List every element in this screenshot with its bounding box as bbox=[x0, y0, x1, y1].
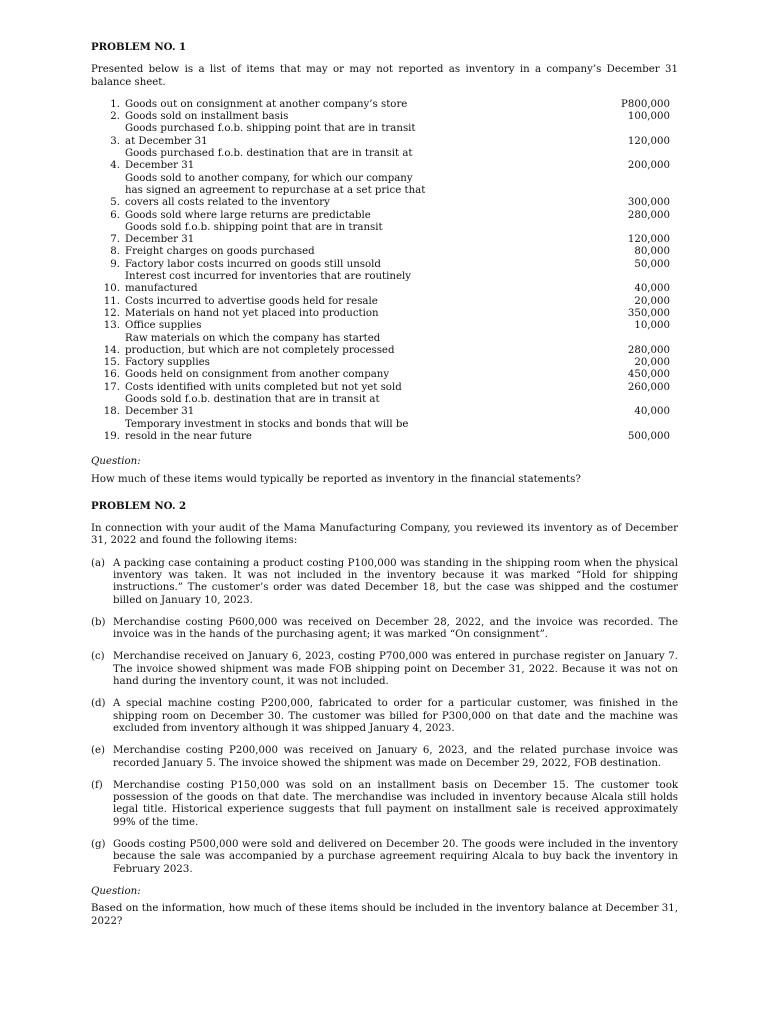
item-description-line: Goods sold to another company, for which our company bbox=[125, 172, 413, 184]
item-description bbox=[125, 320, 461, 332]
problem2-question-label: Question: bbox=[91, 885, 141, 897]
item-amount: 280,000 bbox=[627, 209, 670, 221]
item-description bbox=[125, 419, 461, 444]
item-amount: 50,000 bbox=[634, 258, 670, 270]
item-number: 17. bbox=[103, 381, 120, 393]
audit-item bbox=[91, 698, 678, 735]
problem2-question: Based on the information, how much of these items should be included in the inventory balance at December 31, 2022? bbox=[91, 903, 678, 927]
item-amount: 20,000 bbox=[634, 357, 670, 369]
item-description bbox=[125, 259, 461, 271]
item-description-line: manufactured bbox=[125, 283, 198, 295]
item-description bbox=[125, 123, 461, 148]
audit-item-letter: (c) bbox=[91, 651, 105, 663]
audit-item bbox=[91, 558, 678, 607]
audit-item-letter: (f) bbox=[91, 779, 103, 791]
item-description bbox=[125, 148, 461, 173]
problem1-intro: Presented below is a list of items that may or may not reported as inventory in a company’s December 31 balance sheet. bbox=[91, 64, 678, 88]
item-number: 12. bbox=[103, 307, 120, 319]
item-description-line: Freight charges on goods purchased bbox=[125, 246, 315, 258]
audit-item-letter: (b) bbox=[91, 616, 106, 628]
item-description bbox=[125, 357, 461, 369]
item-number: 8. bbox=[110, 246, 120, 258]
item-number: 18. bbox=[103, 406, 120, 418]
inventory-item bbox=[91, 382, 678, 394]
item-description bbox=[125, 210, 461, 222]
inventory-item bbox=[91, 173, 678, 210]
item-description-line: covers all costs related to the inventory bbox=[125, 197, 330, 209]
audit-item-text: Merchandise costing P150,000 was sold on an installment basis on December 15. The customer took possession of the goods on that date. The merchandise was included in inventory because Alcala still holds legal title. Historical experience suggests that full payment on installment sale is received approximately 99% of the time. bbox=[113, 779, 678, 828]
item-number: 5. bbox=[110, 197, 120, 209]
problem2-item-list bbox=[91, 558, 678, 876]
item-description-line: Goods sold f.o.b. destination that are in transit at bbox=[125, 394, 380, 406]
audit-item-letter: (d) bbox=[91, 698, 106, 710]
item-amount: 40,000 bbox=[634, 406, 670, 418]
item-description bbox=[125, 222, 461, 247]
item-description bbox=[125, 333, 461, 358]
item-description-line: December 31 bbox=[125, 406, 195, 418]
item-description-line: Costs incurred to advertise goods held for resale bbox=[125, 295, 378, 307]
inventory-item bbox=[91, 111, 678, 123]
item-description-line: Temporary investment in stocks and bonds that will be bbox=[125, 418, 409, 430]
item-description-line: Factory labor costs incurred on goods still unsold bbox=[125, 258, 381, 270]
item-description-line: Goods purchased f.o.b. destination that are in transit at bbox=[125, 148, 413, 160]
problem2-heading: PROBLEM NO. 2 bbox=[91, 499, 187, 512]
item-amount: 500,000 bbox=[627, 430, 670, 442]
item-description-line: Goods sold on installment basis bbox=[125, 111, 289, 123]
item-description bbox=[125, 382, 461, 394]
problem1-question-label: Question: bbox=[91, 456, 141, 468]
item-description-line: Raw materials on which the company has started bbox=[125, 332, 381, 344]
item-number: 9. bbox=[110, 258, 120, 270]
audit-item bbox=[91, 617, 678, 642]
inventory-item bbox=[91, 419, 678, 444]
item-description-line: Factory supplies bbox=[125, 357, 210, 369]
item-number: 4. bbox=[110, 160, 120, 172]
item-amount: 350,000 bbox=[627, 307, 670, 319]
item-amount: 300,000 bbox=[627, 197, 670, 209]
item-amount: 200,000 bbox=[627, 160, 670, 172]
item-number: 16. bbox=[103, 369, 120, 381]
item-number: 1. bbox=[110, 98, 120, 110]
item-description-line: Goods out on consignment at another company’s store bbox=[125, 98, 408, 110]
inventory-item bbox=[91, 296, 678, 308]
inventory-item bbox=[91, 259, 678, 271]
audit-item bbox=[91, 745, 678, 770]
audit-item-text: A special machine costing P200,000, fabricated to order for a particular customer, was finished in the shipping room on December 30. The customer was billed for P300,000 on that date and the machine was excluded from inventory although it was shipped January 4, 2023. bbox=[113, 698, 678, 734]
item-amount: 20,000 bbox=[634, 295, 670, 307]
audit-item bbox=[91, 780, 678, 829]
item-number: 6. bbox=[110, 209, 120, 221]
item-description bbox=[125, 296, 461, 308]
audit-item-letter: (a) bbox=[91, 557, 106, 569]
audit-item-letter: (g) bbox=[91, 839, 106, 851]
audit-item-text: Merchandise costing P200,000 was received on January 6, 2023, and the related purchase invoice was recorded January 5. The invoice showed the shipment was made on December 29, 2022, FOB destination. bbox=[113, 745, 678, 769]
item-number: 3. bbox=[110, 135, 120, 147]
inventory-item bbox=[91, 308, 678, 320]
item-number: 13. bbox=[103, 320, 120, 332]
problem1-item-list bbox=[91, 99, 678, 443]
item-description-line: December 31 bbox=[125, 234, 195, 246]
item-description bbox=[125, 246, 461, 258]
inventory-item bbox=[91, 320, 678, 332]
inventory-item bbox=[91, 210, 678, 222]
audit-item-text: Goods costing P500,000 were sold and delivered on December 20. The goods were included in the inventory because the sale was accompanied by a purchase agreement requiring Alcala to buy back the inventory in February 2023. bbox=[113, 839, 678, 875]
problem1-heading: PROBLEM NO. 1 bbox=[91, 41, 187, 53]
item-amount: 120,000 bbox=[627, 234, 670, 246]
item-number: 15. bbox=[103, 357, 120, 369]
item-amount: 450,000 bbox=[627, 369, 670, 381]
inventory-item bbox=[91, 333, 678, 358]
item-amount: 80,000 bbox=[634, 246, 670, 258]
item-description-line: resold in the near future bbox=[125, 430, 252, 442]
problem2-intro: In connection with your audit of the Mama Manufacturing Company, you reviewed its inventory as of December 31, 2022 and found the following items: bbox=[91, 523, 678, 547]
audit-item-text: A packing case containing a product costing P100,000 was standing in the shipping room when the physical inventory was taken. It was not included in the inventory because it was marked “Hold for shipping instructions.” The customer’s order was dated December 18, but the case was shipped and the costumer billed on January 10, 2023. bbox=[113, 557, 678, 606]
item-description-line: Goods purchased f.o.b. shipping point that are in transit bbox=[125, 123, 416, 135]
audit-item-letter: (e) bbox=[91, 745, 105, 757]
audit-item bbox=[91, 651, 678, 688]
audit-item-text: Merchandise received on January 6, 2023, costing P700,000 was entered in purchase register on January 7. The invoice showed shipment was made FOB shipping point on December 31, 2022. Because it was not on hand during the inventory count, it was not included. bbox=[113, 651, 678, 688]
inventory-item bbox=[91, 222, 678, 247]
item-description-line: Costs identified with units completed but not yet sold bbox=[125, 381, 402, 393]
inventory-item bbox=[91, 357, 678, 369]
item-description bbox=[125, 111, 461, 123]
item-number: 2. bbox=[110, 111, 120, 123]
inventory-item bbox=[91, 246, 678, 258]
inventory-item bbox=[91, 148, 678, 173]
item-description bbox=[125, 271, 461, 296]
item-description bbox=[125, 308, 461, 320]
inventory-item bbox=[91, 123, 678, 148]
item-amount: P800,000 bbox=[621, 98, 670, 110]
document-content bbox=[91, 41, 678, 928]
item-description-line: production, but which are not completely processed bbox=[125, 344, 395, 356]
item-number: 10. bbox=[103, 283, 120, 295]
problem1-question: How much of these items would typically be reported as inventory in the financial statements? bbox=[91, 473, 581, 485]
item-number: 19. bbox=[103, 430, 120, 442]
item-amount: 10,000 bbox=[634, 320, 670, 332]
item-description bbox=[125, 394, 461, 419]
item-description-line: Goods sold where large returns are predictable bbox=[125, 209, 371, 221]
item-description bbox=[125, 99, 461, 111]
inventory-item bbox=[91, 271, 678, 296]
item-description-line: Goods sold f.o.b. shipping point that are in transit bbox=[125, 221, 383, 233]
inventory-item bbox=[91, 369, 678, 381]
item-amount: 260,000 bbox=[627, 381, 670, 393]
item-amount: 280,000 bbox=[627, 344, 670, 356]
item-description-line: has signed an agreement to repurchase at a set price that bbox=[125, 184, 426, 196]
item-description-line: Interest cost incurred for inventories that are routinely bbox=[125, 271, 412, 283]
item-description-line: Materials on hand not yet placed into production bbox=[125, 307, 379, 319]
item-description-line: Office supplies bbox=[125, 320, 202, 332]
item-number: 11. bbox=[103, 295, 120, 307]
item-description-line: December 31 bbox=[125, 160, 195, 172]
item-amount: 100,000 bbox=[627, 111, 670, 123]
audit-item-text: Merchandise costing P600,000 was received on December 28, 2022, and the invoice was recorded. The invoice was in the hands of the purchasing agent; it was marked “On consignment”. bbox=[113, 616, 678, 641]
item-description bbox=[125, 369, 461, 381]
item-description-line: Goods held on consignment from another company bbox=[125, 369, 390, 381]
item-amount: 40,000 bbox=[634, 283, 670, 295]
item-amount: 120,000 bbox=[627, 135, 670, 147]
item-number: 14. bbox=[103, 344, 120, 356]
inventory-item bbox=[91, 99, 678, 111]
item-description bbox=[125, 173, 461, 210]
audit-item bbox=[91, 839, 678, 876]
inventory-item bbox=[91, 394, 678, 419]
item-description-line: at December 31 bbox=[125, 135, 208, 147]
item-number: 7. bbox=[110, 234, 120, 246]
